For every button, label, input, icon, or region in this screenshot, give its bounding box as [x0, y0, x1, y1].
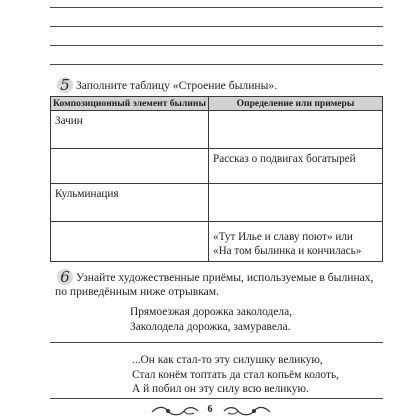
task-number-6: 6 — [56, 268, 74, 286]
right-ornament-icon — [222, 404, 272, 418]
table-cell-answer[interactable] — [51, 149, 209, 184]
poem-line: Стал конём топтать да стал копьём колоть, — [132, 368, 339, 381]
table-cell-element: Кульминация — [51, 184, 209, 222]
poem-line: А й побил он эту силу всю великую. — [132, 383, 309, 395]
poem-line: ...Он как стал-то эту силушку великую, — [132, 354, 323, 366]
table-row — [51, 222, 383, 262]
definition-line: «Тут Илье и славу поют» или — [213, 231, 353, 243]
definition-line: «На том былинка и кончилась» — [213, 245, 362, 257]
task-6-instruction-line1: Узнайте художественные приёмы, используемые в былинах, — [76, 271, 374, 284]
answer-line[interactable] — [50, 26, 383, 27]
poem-line: Заколодела дорожка, замуравела. — [130, 320, 291, 333]
table-cell-definition: Рассказ о подвигах богатырей — [209, 149, 383, 184]
table-cell-element: Зачин — [51, 111, 209, 149]
answer-line[interactable] — [50, 45, 383, 46]
left-ornament-icon — [150, 404, 200, 418]
table-cell-answer[interactable] — [51, 222, 209, 262]
table-row — [51, 111, 383, 149]
table-row — [51, 184, 383, 222]
table-cell-definition — [209, 222, 383, 262]
structure-table — [50, 96, 383, 262]
page-footer — [0, 404, 420, 420]
answer-line[interactable] — [50, 64, 383, 65]
column-header-definition: Определение или примеры — [209, 97, 383, 111]
table-cell-answer[interactable] — [209, 184, 383, 222]
task-5-instruction: Заполните таблицу «Строение былины». — [76, 79, 278, 92]
column-header-element: Композиционный элемент былины — [51, 97, 209, 111]
answer-line[interactable] — [50, 7, 383, 8]
answer-line[interactable] — [50, 342, 383, 343]
table-cell-answer[interactable] — [209, 111, 383, 149]
excerpt-1 — [130, 305, 292, 334]
task-6-instruction-line2: по приведённым ниже отрывкам. — [55, 285, 220, 298]
table-row — [51, 149, 383, 184]
answer-line[interactable] — [50, 398, 383, 399]
excerpt-2 — [132, 353, 339, 397]
task-number-5: 5 — [56, 76, 74, 94]
poem-line: Прямоезжая дорожка заколодела, — [130, 306, 292, 318]
page-number: 6 — [207, 404, 213, 415]
